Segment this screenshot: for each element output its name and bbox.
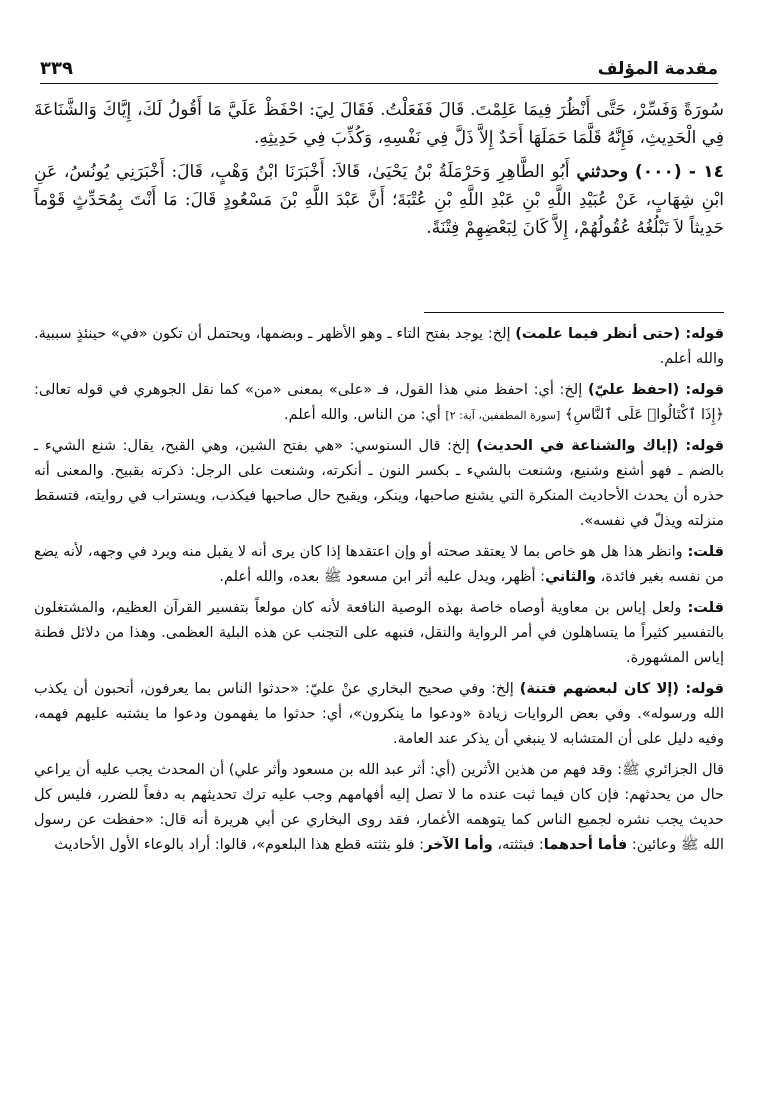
commentary-text: إلخ: يوجد بفتح التاء ـ وهو الأظهر ـ وبضمها، ويحتمل أن تكون «في» حينئذٍ سببية. والله أعلم. — [34, 326, 724, 367]
commentary-text: وانظر هذا هل هو خاص بما لا يعتقد صحته أو وإن اعتقدها إذا كان يرى أنه لا يقبل منه ويرد في وجهه، لأنه يضع من نفسه بغير فائدة، — [34, 544, 724, 585]
page-header — [40, 50, 718, 84]
commentary-text: : أظهر، ويدل عليه أثر ابن مسعود ﷺ بعده، والله أعلم. — [219, 569, 546, 585]
commentary-text: إلخ: أي: احفظ مني هذا القول، فـ «على» بمعنى «من» كما نقل الجوهري في قوله تعالى: ﴿إِذَا ٱكْتَالُوا۟ عَلَى ٱلنَّاسِ﴾ — [34, 382, 724, 423]
commentary-item-5 — [34, 596, 724, 671]
commentary-text: قال الجزائري ﷺ: وقد فهم من هذين الأثرين (أي: أثر عبد الله بن مسعود وأثر علي) أن المحدث يجب عليه أن يراعي حال من يحدثهم: فإن كان فيما ثبت عنده ما لا تصل إليه أفهامهم وجب عليه ترك تحديثهم به دفعاً للضرر، فليس كل حديث يجب نشره لجميع الناس كما يتوهمه الأغمار، فقد روى البخاري عن أبي هريرة أنه قال: «حفظت عن رسول الله ﷺ وعائين: — [34, 762, 724, 853]
running-title: مقدمة المؤلف — [597, 59, 718, 79]
hadith-number: ١٤ - (٠٠٠) — [634, 162, 724, 182]
commentary-item-3 — [34, 434, 724, 534]
commentary-text: أي: من الناس. والله أعلم. — [283, 407, 446, 423]
commentary-label: قلت: — [687, 544, 724, 560]
commentary-item-7 — [34, 758, 724, 858]
commentary-emphasis: وأما الآخر — [424, 837, 493, 853]
hadith-lead-word: وحدثني — [576, 162, 629, 182]
commentary-item-1 — [34, 322, 724, 372]
commentary-item-6 — [34, 677, 724, 752]
commentary-text: إلخ: وفي صحيح البخاري عنْ عليّ: «حدثوا الناس بما يعرفون، أتحبون أن يكذب الله ورسوله». وفي بعض الروايات زيادة «ودعوا ما ينكرون»، أي: حدثوا ما يفهمون ودعوا ما يشتبه عليهم فهمه، وفيه دليل على أن المتشابه لا ينبغي أن يذكر عند العامة. — [34, 681, 724, 747]
commentary-label: قوله: (احفظ عليّ) — [587, 382, 724, 398]
commentary-item-4 — [34, 540, 724, 590]
hadith-text-block — [34, 96, 724, 242]
commentary-label: قلت: — [687, 600, 724, 616]
commentary-text: ولعل إياس بن معاوية أوصاه خاصة بهذه الوصية النافعة لأنه كان مولعاً بتفسير القرآن العظيم، والمشتغلون بالتفسير كثيراً ما يتساهلون في أمر الرواية والنقل، فنبهه على التجنب عن هذه البلية العظمى. وهذا من دلائل فطنة إياس المشهورة. — [34, 600, 724, 666]
hadith-paragraph-2 — [34, 158, 724, 242]
commentary-text: : فلو بثثته قطع هذا البلعوم»، قالوا: أراد بالوعاء الأول الأحاديث — [54, 837, 425, 853]
commentary-item-2 — [34, 378, 724, 428]
commentary-emphasis: فأما أحدهما — [543, 837, 628, 853]
hadith-paragraph-1: سُورَةً وَفَسِّرْ، حَتَّى أَنْظُرَ فِيمَا عَلِمْتَ. قَالَ فَفَعَلْتُ. فَقَالَ لِيَ: احْفَظْ عَلَيَّ مَا أَقُولُ لَكَ، إِيَّاكَ وَالشَّنَاعَةَ فِي الْحَدِيثِ، فَإِنَّهُ قَلَّمَا حَمَلَهَا أَحَدٌ إِلاَّ ذَلَّ فِي نَفْسِهِ، وَكُذِّبَ فِي حَدِيثِهِ. — [34, 100, 724, 148]
commentary-text: : فبثثته، — [492, 837, 544, 853]
commentary-label: قوله: (حتى أنظر فيما علمت) — [515, 326, 724, 342]
page-number: ٣٣٩ — [40, 58, 73, 79]
footnote-separator — [424, 312, 724, 313]
hadith-body: أَبُو الطَّاهِرِ وَحَرْمَلَةُ بْنُ يَحْيَىٰ، قَالاَ: أَخْبَرَنَا ابْنُ وَهْبٍ، قَالَ: أَخْبَرَنِي يُونُسُ، عَنِ ابْنِ شِهَابٍ، عَنْ عُبَيْدِ اللَّهِ بْنِ عَبْدِ اللَّهِ بْنِ عُتْبَةَ؛ أَنَّ عَبْدَ اللَّهِ بْنَ مَسْعُودٍ قَالَ: مَا أَنْتَ بِمُحَدِّثٍ قَوْماً حَدِيثاً لاَ تَبْلُغُهُ عُقُولُهُمْ، إِلاَّ كَانَ لِبَعْضِهِمْ فِتْنَةً. — [34, 162, 724, 238]
commentary-block — [34, 322, 724, 864]
commentary-label: قوله: (إياك والشناعة في الحديث) — [476, 438, 724, 454]
quran-reference: [سورة المطففين، آية: ٢] — [445, 409, 561, 422]
commentary-emphasis: والثاني — [545, 569, 596, 585]
commentary-text: إلخ: قال السنوسي: «هي بفتح الشين، وهي القبح، يقال: شنع الشيء ـ بالضم ـ فهو أشنع وشنيع، وشنعت بالشيء ـ بكسر النون ـ أنكرته، وشنعت على الرجل: ذكرته بقبيح. والمعنى أنه حذره أن يحدث الأحاديث المنكرة التي يشنع صاحبها، وينكر، ويقبح حال صاحبها فيكذب، ويستراب في روايته، فتسقط منزلته ويذلّ في نفسه». — [34, 438, 724, 529]
commentary-label: قوله: (إلا كان لبعضهم فتنة) — [519, 681, 724, 697]
